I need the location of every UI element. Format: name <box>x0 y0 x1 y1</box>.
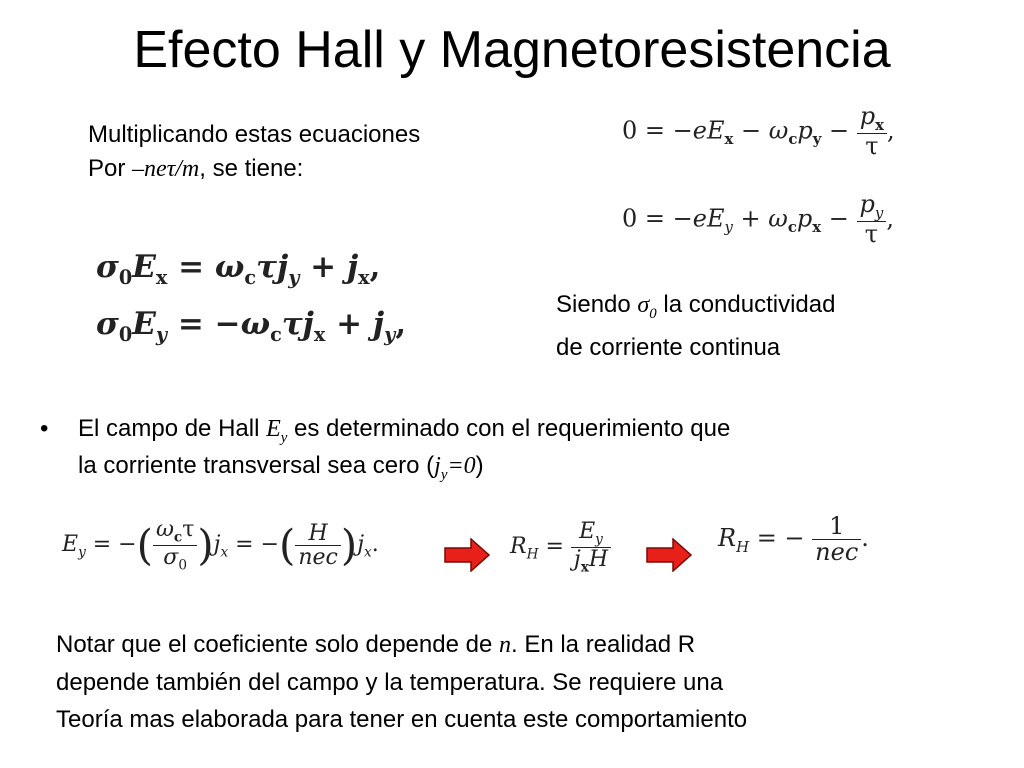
note-line-2: depende también del campo y la temperatura. Se requiere una <box>56 669 724 696</box>
hall-field-equation: $E_y$ = −( $\frac{\omega_c\tau}{\sigma_0}$ )$j_x$ = −( $\frac{H}{\text{nec}}$ )$j_x$. <box>62 517 379 574</box>
hall-field-var: E <box>266 416 281 442</box>
equation-sigma-y: $\sigma_0E_y = -\omega_c\tau j_x + j_y$, <box>96 306 407 347</box>
bullet-line-1-prefix: El campo de Hall <box>78 415 267 442</box>
note-line-1-suffix: . En la realidad R <box>510 631 696 658</box>
note-n-var: n <box>498 632 511 658</box>
bullet-line-2-suffix: ) <box>475 451 484 479</box>
bullet-line-2 <box>78 449 730 492</box>
sigma-definition <box>556 288 835 365</box>
hall-coefficient-result: $R_H$ = − $\frac{1}{\text{nec}}$ . <box>718 512 869 567</box>
equation-motion-x: $0 = -eE_x - \omega_cp_y$ − $\frac{p_x}{\tau}$ , <box>622 102 895 161</box>
equation-motion-y: $0 = -eE_y + \omega_cp_x$ − $\frac{p_y}{\tau}$ , <box>622 190 894 249</box>
hall-field-sub: y <box>280 429 288 446</box>
intro-line-2-prefix: Por <box>88 155 133 182</box>
slide-title: Efecto Hall y Magnetoresistencia <box>133 21 891 79</box>
note-text <box>56 626 747 738</box>
current-var: j <box>434 452 441 479</box>
sigma-definition-line-2: de corriente continua <box>556 333 781 361</box>
sigma-definition-prefix: Siendo <box>556 291 638 318</box>
conductivity-equations <box>96 244 406 358</box>
intro-line-1: Multiplicando estas ecuaciones <box>88 121 421 148</box>
note-line-1-prefix: Notar que el coeficiente solo depende de <box>56 631 499 658</box>
bullet-text <box>78 412 730 492</box>
sigma-subscript: 0 <box>649 305 657 322</box>
equation-sigma-x: $\sigma_0E_x = \omega_c\tau j_y + j_x$, <box>96 249 381 290</box>
intro-text <box>88 118 420 186</box>
intro-line-2 <box>88 152 420 186</box>
current-eq: =0 <box>447 452 476 479</box>
bullet-line-2-prefix: la corriente transversal sea cero ( <box>78 451 435 479</box>
note-line-1 <box>56 626 747 664</box>
bullet-line-1-suffix: es determinado con el requerimiento que <box>287 415 731 442</box>
intro-line-2-expr: –neτ/m <box>132 156 200 182</box>
arrow-right-icon <box>444 538 490 572</box>
intro-line-2-suffix: , se tiene: <box>199 155 304 182</box>
note-line-3: Teoría mas elaborada para tener en cuenta este comportamiento <box>56 706 748 733</box>
current-sub: y <box>440 466 448 483</box>
arrow-right-icon <box>646 538 692 572</box>
bullet-marker: • <box>40 415 49 442</box>
hall-coefficient-definition: $R_H$ = $\frac{E_y}{j_xH}$ <box>510 520 611 574</box>
sigma-symbol: σ <box>637 292 650 318</box>
sigma-definition-suffix: la conductividad <box>656 291 836 318</box>
sigma-definition-line-1 <box>556 288 835 331</box>
